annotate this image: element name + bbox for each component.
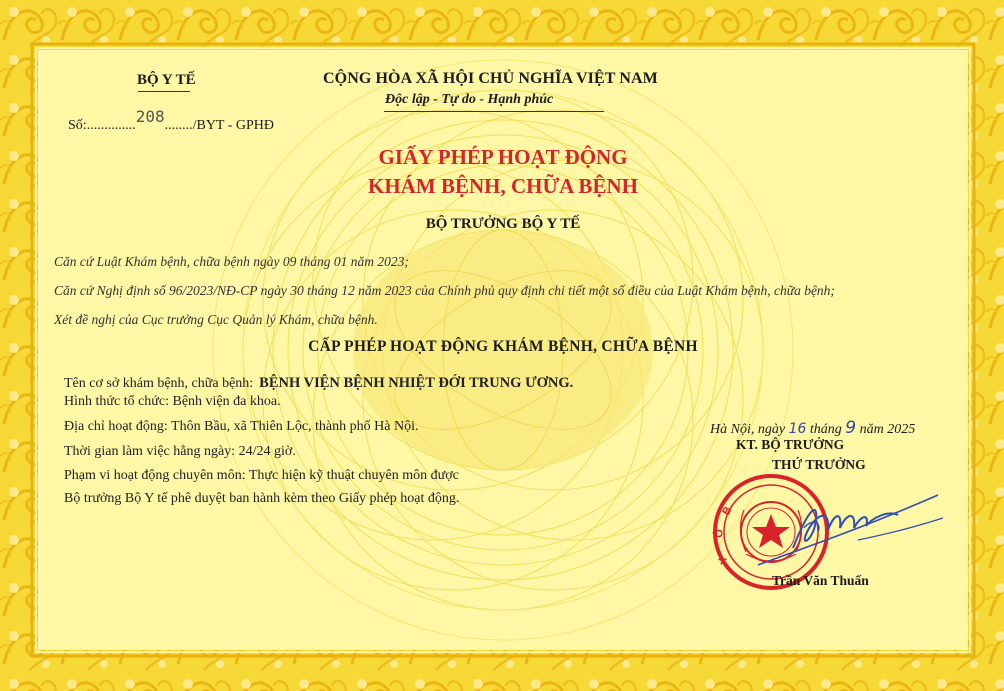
- number-value: 208: [135, 107, 165, 126]
- signer-role: THỨ TRƯỞNG: [772, 457, 866, 472]
- motto-underline: [384, 111, 604, 112]
- certificate-body: [38, 50, 968, 650]
- number-prefix: Số:: [68, 118, 87, 133]
- svg-text:Ộ: Ộ: [713, 528, 726, 539]
- document-title-line2: KHÁM BỆNH, CHỮA BỆNH: [368, 174, 638, 198]
- facility-name-label: Tên cơ sở khám bệnh, chữa bệnh:: [64, 376, 254, 391]
- number-suffix: /BYT - GPHĐ: [192, 118, 275, 133]
- number-dots: ..............: [86, 118, 136, 133]
- grant-heading: CẤP PHÉP HOẠT ĐỘNG KHÁM BỆNH, CHỮA BỆNH: [308, 338, 698, 355]
- facility-hours: Thời gian làm việc hằng ngày: 24/24 giờ.: [64, 444, 296, 459]
- signing-day: 16: [788, 421, 807, 437]
- signing-date: [710, 418, 915, 438]
- ministry-underline: [138, 91, 190, 92]
- number-dots-end: ........: [164, 118, 193, 133]
- signer-title: KT. BỘ TRƯỞNG: [736, 437, 845, 452]
- facility-scope-line2: Bộ trưởng Bộ Y tế phê duyệt ban hành kèm theo Giấy phép hoạt động.: [64, 491, 460, 506]
- year-label: năm 2025: [859, 422, 916, 437]
- facility-scope-line1: Phạm vi hoạt động chuyên môn: Thực hiện kỹ thuật chuyên môn được: [64, 468, 459, 483]
- republic-name: CỘNG HÒA XÃ HỘI CHỦ NGHĨA VIỆT NAM: [323, 70, 658, 87]
- legal-basis-2: Căn cứ Nghị định số 96/2023/NĐ-CP ngày 30 tháng 12 năm 2023 của Chính phủ quy định chi tiết một số điều của Luật Khám bệnh, chữa bệnh;: [54, 283, 835, 298]
- signer-name: Trần Văn Thuấn: [772, 573, 869, 588]
- license-number: [68, 107, 275, 134]
- svg-text:Y: Y: [716, 554, 731, 566]
- facility-form: Hình thức tổ chức: Bệnh viện đa khoa.: [64, 394, 281, 409]
- svg-text:B: B: [720, 504, 735, 518]
- handwritten-signature: [738, 470, 948, 580]
- document-title-line1: GIẤY PHÉP HOẠT ĐỘNG: [378, 145, 628, 169]
- legal-basis-1: Căn cứ Luật Khám bệnh, chữa bệnh ngày 09 tháng 01 năm 2023;: [54, 254, 409, 269]
- legal-basis-3: Xét đề nghị của Cục trưởng Cục Quản lý Khám, chữa bệnh.: [54, 312, 378, 327]
- place-prefix: Hà Nội, ngày: [710, 422, 786, 437]
- facility-address: Địa chỉ hoạt động: Thôn Bầu, xã Thiên Lộc, thành phố Hà Nội.: [64, 419, 419, 434]
- issuer-title: BỘ TRƯỞNG BỘ Y TẾ: [425, 216, 581, 232]
- signing-month: 9: [845, 418, 857, 438]
- month-label: tháng: [809, 422, 842, 437]
- national-motto: Độc lập - Tự do - Hạnh phúc: [385, 92, 554, 107]
- facility-name-row: [64, 375, 573, 392]
- facility-name-value: BỆNH VIỆN BỆNH NHIỆT ĐỚI TRUNG ƯƠNG.: [259, 375, 574, 391]
- ministry-name: BỘ Y TẾ: [137, 72, 196, 88]
